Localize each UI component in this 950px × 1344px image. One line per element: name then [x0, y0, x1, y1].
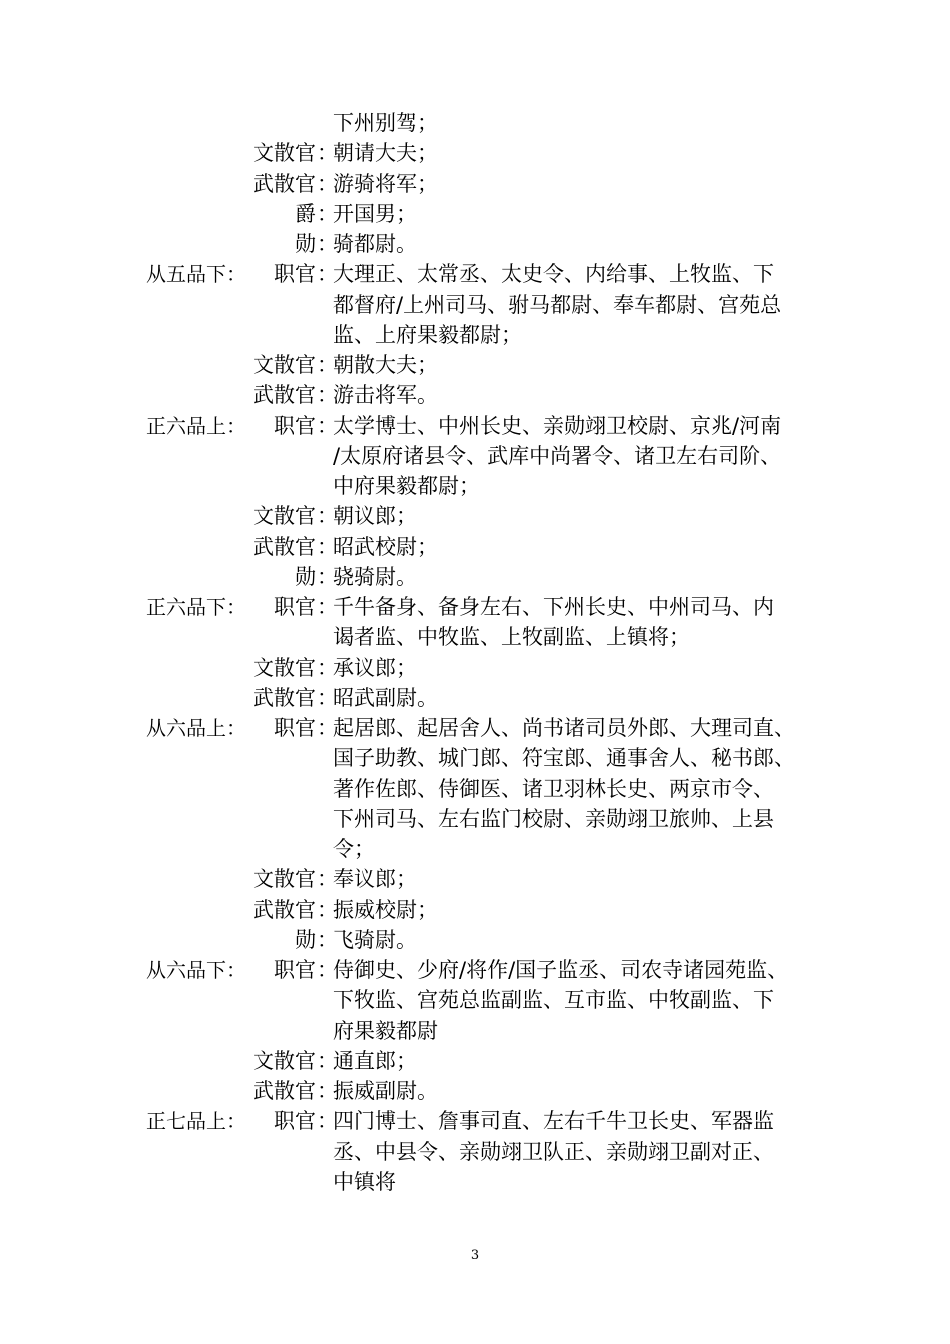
entry-text: 谒者监、中牧监、上牧副监、上镇将； [333, 625, 690, 650]
entry-line [0, 562, 950, 592]
entry-line [0, 1137, 950, 1167]
entry-line [0, 290, 950, 320]
label-separator: ： [317, 595, 338, 619]
category-label: 武散官 [253, 534, 316, 559]
entry-line [0, 622, 950, 652]
entry-text: 振威校尉； [333, 897, 438, 922]
entry-line [0, 1167, 950, 1197]
label-separator: ： [317, 232, 338, 256]
entry-text: 昭武副尉。 [333, 685, 438, 710]
category-label: 武散官 [253, 685, 316, 710]
entry-text: 朝散大夫； [333, 353, 438, 377]
label-separator: ： [317, 413, 338, 438]
entry-line [0, 1046, 950, 1076]
category-label: 职官 [274, 716, 316, 740]
page-number: 3 [470, 1248, 480, 1263]
entry-line [0, 985, 950, 1015]
entry-text: 振威副尉。 [333, 1079, 438, 1103]
category-label: 武散官 [253, 383, 316, 408]
entry-line [0, 653, 950, 683]
entry-line [0, 320, 950, 350]
label-separator: ： [317, 383, 338, 408]
entry-line [0, 955, 950, 985]
entry-text: 骑都尉。 [333, 232, 417, 256]
entry-line [0, 471, 950, 501]
category-label: 职官 [274, 958, 316, 982]
label-separator: ： [317, 171, 338, 196]
label-separator: ： [317, 504, 338, 529]
entry-text: 丞、中县令、亲勋翊卫队正、亲勋翊卫副对正、 [333, 1139, 774, 1164]
label-separator: ： [317, 141, 338, 166]
entry-text: 下州别驾； [333, 111, 438, 135]
entry-line [0, 1016, 950, 1046]
entry-text: 承议郎； [333, 655, 417, 680]
label-separator: ： [317, 353, 338, 377]
entry-line [0, 169, 950, 199]
entry-line [0, 804, 950, 834]
label-separator: ： [317, 564, 338, 589]
label-separator: ： [317, 1109, 338, 1134]
entry-line [0, 713, 950, 743]
grade-label: 从五品下： [146, 262, 246, 287]
entry-text: 都督府/上州司马、驸马都尉、奉车都尉、宫苑总 [333, 292, 782, 317]
label-separator: ： [317, 1079, 338, 1103]
category-label: 文散官 [253, 1048, 316, 1073]
label-separator: ： [317, 685, 338, 710]
entry-line [0, 683, 950, 713]
category-label: 勋 [295, 232, 316, 256]
category-label: 职官 [274, 262, 316, 287]
entry-line [0, 895, 950, 925]
entry-text: 中镇将 [333, 1169, 396, 1194]
entry-text: 下牧监、宫苑总监副监、互市监、中牧副监、下 [333, 988, 774, 1013]
entry-line [0, 834, 950, 864]
label-separator: ： [317, 201, 338, 226]
label-separator: ： [317, 1048, 338, 1073]
category-label: 文散官 [253, 655, 316, 680]
entry-text: 中府果毅都尉； [333, 474, 480, 498]
entry-text: 昭武校尉； [333, 534, 438, 559]
entry-line [0, 350, 950, 380]
entry-text: 著作佐郎、侍御医、诸卫羽林长史、两京市令、 [333, 776, 774, 801]
entry-line [0, 108, 950, 138]
entry-line [0, 138, 950, 168]
grade-label: 从六品上： [146, 716, 246, 740]
category-label: 武散官 [253, 171, 316, 196]
entry-text: 侍御史、少府/将作/国子监丞、司农寺诸园苑监、 [333, 958, 789, 982]
label-separator: ： [317, 897, 338, 922]
entry-line [0, 774, 950, 804]
entry-text: 飞骑尉。 [333, 927, 417, 952]
category-label: 武散官 [253, 897, 316, 922]
entry-line [0, 229, 950, 259]
entry-line [0, 259, 950, 289]
entry-text: 国子助教、城门郎、符宝郎、通事舍人、秘书郎、 [333, 746, 795, 771]
entry-text: 游击将军。 [333, 383, 438, 408]
entry-text: 令； [333, 837, 375, 861]
grade-label: 从六品下： [146, 958, 246, 982]
entry-text: /太原府诸县令、武库中尚署令、诸卫左右司阶、 [333, 443, 782, 468]
entry-text: 通直郎； [333, 1048, 417, 1073]
label-separator: ： [317, 534, 338, 559]
entry-text: 大理正、太常丞、太史令、内给事、上牧监、下 [333, 262, 774, 287]
entry-text: 游骑将军； [333, 171, 438, 196]
entry-line [0, 1106, 950, 1136]
category-label: 武散官 [253, 1079, 316, 1103]
entry-line [0, 501, 950, 531]
entry-line [0, 592, 950, 622]
entry-text: 府果毅都尉 [333, 1018, 438, 1043]
entry-text: 朝议郎； [333, 504, 417, 529]
grade-label: 正六品下： [146, 595, 246, 619]
label-separator: ： [317, 262, 338, 287]
entry-line [0, 1076, 950, 1106]
entry-text: 太学博士、中州长史、亲勋翊卫校尉、京兆/河南 [333, 413, 782, 438]
entry-text: 奉议郎； [333, 867, 417, 892]
label-separator: ： [317, 867, 338, 892]
category-label: 文散官 [253, 867, 316, 892]
category-label: 文散官 [253, 141, 316, 166]
category-label: 职官 [274, 595, 316, 619]
entry-line [0, 743, 950, 773]
label-separator: ： [317, 655, 338, 680]
entry-line [0, 532, 950, 562]
category-label: 文散官 [253, 353, 316, 377]
entry-text: 四门博士、詹事司直、左右千牛卫长史、军器监 [333, 1109, 774, 1134]
entry-text: 下州司马、左右监门校尉、亲勋翊卫旅帅、上县 [333, 806, 774, 831]
entry-text: 朝请大夫； [333, 141, 438, 166]
grade-label: 正六品上： [146, 413, 246, 438]
entry-line [0, 441, 950, 471]
entry-text: 监、上府果毅都尉； [333, 322, 522, 347]
entry-line [0, 925, 950, 955]
label-separator: ： [317, 716, 338, 740]
label-separator: ： [317, 958, 338, 982]
category-label: 勋 [295, 927, 316, 952]
entry-text: 起居郎、起居舍人、尚书诸司员外郎、大理司直、 [333, 716, 795, 740]
category-label: 勋 [295, 564, 316, 589]
entry-line [0, 864, 950, 894]
category-label: 爵 [295, 201, 316, 226]
entry-line [0, 380, 950, 410]
entry-line [0, 199, 950, 229]
entry-text: 骁骑尉。 [333, 564, 417, 589]
category-label: 职官 [274, 1109, 316, 1134]
entry-text: 开国男； [333, 201, 417, 226]
category-label: 文散官 [253, 504, 316, 529]
entry-line [0, 411, 950, 441]
grade-label: 正七品上： [146, 1109, 246, 1134]
category-label: 职官 [274, 413, 316, 438]
label-separator: ： [317, 927, 338, 952]
entry-text: 千牛备身、备身左右、下州长史、中州司马、内 [333, 595, 774, 619]
